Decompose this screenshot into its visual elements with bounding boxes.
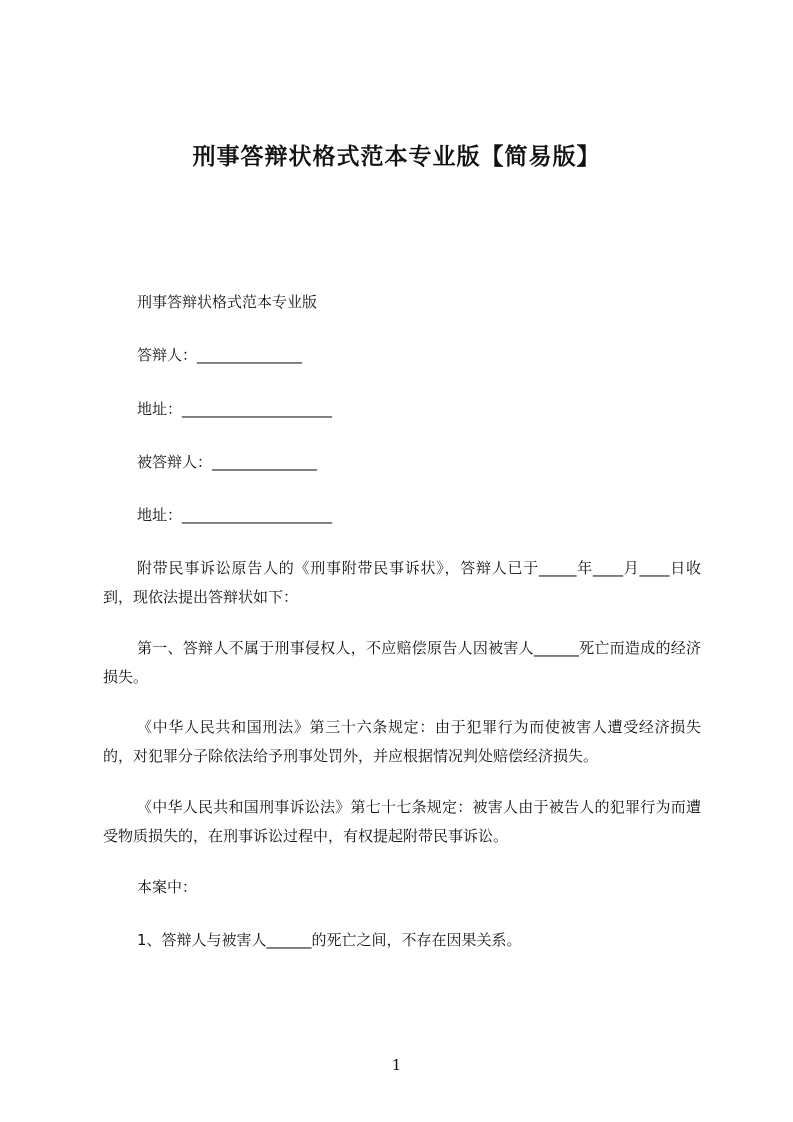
- respondent-address-field: 地址：____________________: [137, 400, 333, 418]
- paragraph-point-one: 第一、答辩人不属于刑事侵权人，不应赔偿原告人因被害人______死亡而造成的经济损失。: [103, 639, 701, 686]
- paragraph-procedure-law: 《中华人民共和国刑事诉讼法》第七十七条规定：被害人由于被告人的犯罪行为而遭受物质损失的，在刑事诉讼过程中，有权提起附带民事诉讼。: [103, 798, 701, 845]
- document-title: 刑事答辩状格式范本专业版【简易版】: [192, 144, 601, 170]
- paragraph-case-heading: 本案中：: [137, 878, 198, 896]
- document-subtitle: 刑事答辩状格式范本专业版: [137, 293, 318, 311]
- paragraph-criminal-law: 《中华人民共和国刑法》第三十六条规定：由于犯罪行为而使被害人遭受经济损失的，对犯罪分子除依法给予刑事处罚外，并应根据情况判处赔偿经济损失。: [103, 718, 701, 765]
- paragraph-item-one: 1、答辩人与被害人______的死亡之间，不存在因果关系。: [137, 931, 522, 949]
- respondent-field: 答辩人：______________: [137, 346, 303, 364]
- page-number: 1: [391, 1056, 402, 1074]
- paragraph-intro: 附带民事诉讼原告人的《刑事附带民事诉状》，答辩人已于_____年____月____日收到，现依法提出答辩状如下：: [103, 559, 701, 606]
- claimant-address-field: 地址：____________________: [137, 506, 333, 524]
- claimant-field: 被答辩人：______________: [137, 453, 318, 471]
